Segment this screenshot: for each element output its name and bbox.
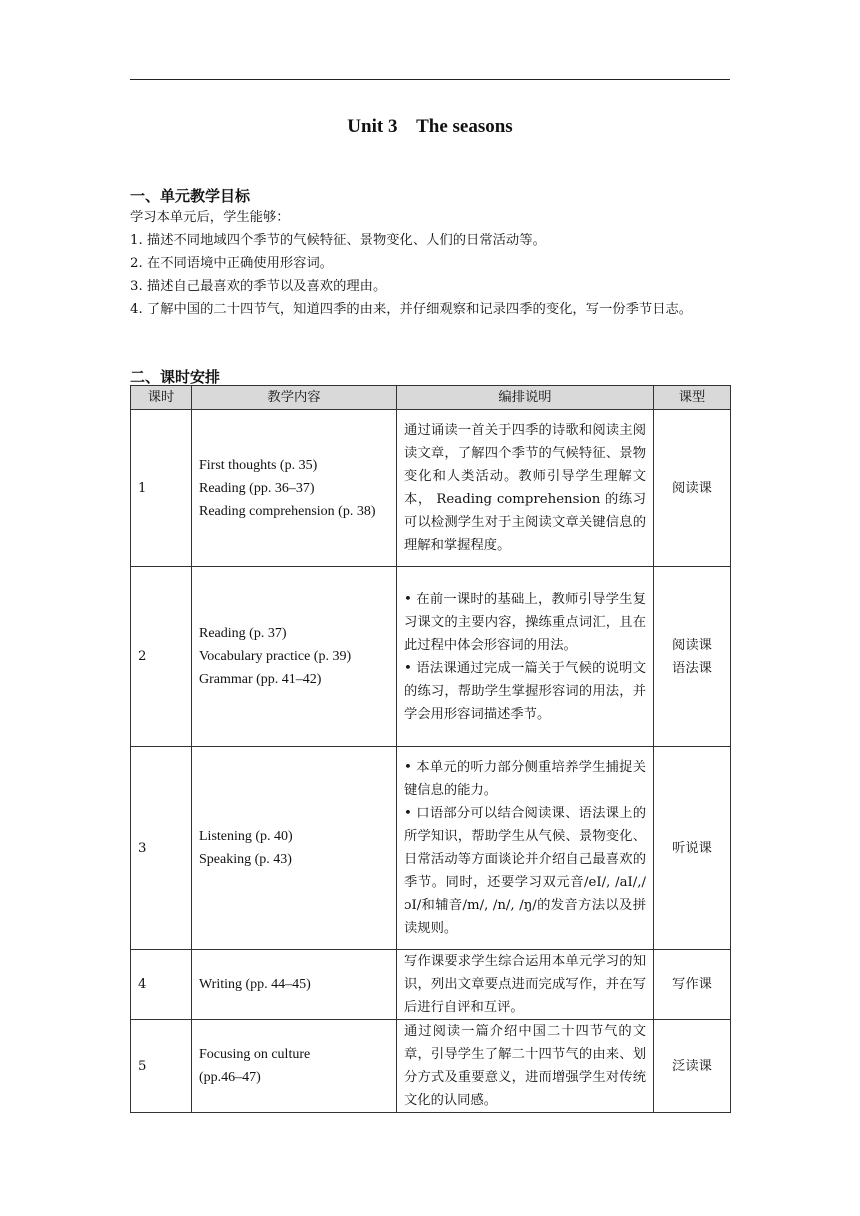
description-cell-line: 通过阅读一篇介绍中国二十四节气的文章，引导学生了解二十四节气的由来、划分方式及重要意义，进而增强学生对传统文化的认同感。	[404, 1024, 646, 1108]
lesson-type-cell-line: 阅读课	[672, 480, 712, 496]
content-cell-line: (pp.46–47)	[199, 1070, 261, 1085]
content-cell	[192, 1020, 397, 1113]
description-cell-line: • 语法课通过完成一篇关于气候的说明文的练习，帮助学生掌握形容词的用法，并学会用形容词描述季节。	[404, 660, 646, 722]
content-cell-line: Listening (p. 40)	[199, 829, 293, 844]
content-cell	[192, 567, 397, 747]
lesson-type-cell	[654, 567, 731, 747]
objectives-intro: 学习本单元后，学生能够：	[130, 210, 290, 225]
column-header: 编排说明	[397, 386, 654, 410]
content-cell-line: Reading (pp. 36–37)	[199, 480, 315, 496]
column-header: 课型	[654, 386, 731, 410]
content-cell	[192, 950, 397, 1020]
content-cell	[192, 410, 397, 567]
period-cell: 2	[131, 567, 192, 747]
content-cell-line: First thoughts (p. 35)	[199, 457, 318, 473]
content-cell	[192, 747, 397, 950]
table-row	[131, 747, 731, 950]
description-cell	[397, 950, 654, 1020]
content-cell-line: Grammar (pp. 41–42)	[199, 672, 322, 687]
lesson-type-cell-line: 语法课	[672, 660, 712, 676]
period-cell: 1	[131, 410, 192, 567]
period-cell: 4	[131, 950, 192, 1020]
description-cell-line: • 在前一课时的基础上，教师引导学生复习课文的主要内容，操练重点词汇，且在此过程中体会形容词的用法。	[404, 591, 646, 653]
period-cell: 5	[131, 1020, 192, 1113]
description-cell	[397, 567, 654, 747]
table-row	[131, 567, 731, 747]
page-title: Unit 3 The seasons	[347, 116, 513, 137]
description-cell	[397, 410, 654, 567]
description-cell	[397, 1020, 654, 1113]
table-header-row	[131, 386, 731, 410]
content-cell-line: Speaking (p. 43)	[199, 852, 292, 867]
column-header: 课时	[131, 386, 192, 410]
objective-item: 4. 了解中国的二十四节气，知道四季的由来，并仔细观察和记录四季的变化，写一份季节日志。	[130, 302, 693, 317]
objective-item: 2. 在不同语境中正确使用形容词。	[130, 256, 334, 271]
description-cell-line: 写作课要求学生综合运用本单元学习的知识，列出文章要点进而完成写作，并在写后进行自评和互评。	[404, 954, 646, 1015]
column-header: 教学内容	[192, 386, 397, 410]
lesson-type-cell-line: 写作课	[672, 977, 712, 992]
table-row	[131, 950, 731, 1020]
table-row	[131, 1020, 731, 1113]
objectives-body	[130, 206, 730, 321]
lesson-type-cell	[654, 410, 731, 567]
content-cell-line: Vocabulary practice (p. 39)	[199, 649, 352, 664]
lesson-type-cell	[654, 950, 731, 1020]
objectives-heading: 一、单元教学目标	[130, 187, 251, 205]
description-cell-line: • 本单元的听力部分侧重培养学生捕捉关键信息的能力。	[404, 760, 646, 798]
schedule-heading: 二、课时安排	[130, 368, 221, 386]
content-cell-line: Writing (pp. 44–45)	[199, 977, 311, 992]
objective-item: 3. 描述自己最喜欢的季节以及喜欢的理由。	[130, 279, 387, 294]
content-cell-line: Reading (p. 37)	[199, 626, 287, 641]
period-cell: 3	[131, 747, 192, 950]
header-rule	[130, 79, 730, 80]
description-cell	[397, 747, 654, 950]
table-row	[131, 410, 731, 567]
lesson-type-cell-line: 泛读课	[672, 1058, 712, 1074]
lesson-type-cell-line: 阅读课	[672, 637, 712, 653]
objective-item: 1. 描述不同地域四个季节的气候特征、景物变化、人们的日常活动等。	[130, 233, 546, 248]
schedule-table	[130, 385, 731, 1113]
content-cell-line: Focusing on culture	[199, 1047, 311, 1062]
description-cell-line: 通过诵读一首关于四季的诗歌和阅读主阅读文章，了解四个季节的气候特征、景物变化和人类活动。教师引导学生理解文本， Reading comprehension 的练习可以检测学生对于主阅读文章关键信息的理解和掌握程度。	[404, 423, 646, 553]
description-cell-line: • 口语部分可以结合阅读课、语法课上的所学知识，帮助学生从气候、景物变化、日常活动等方面谈论并介绍自己最喜欢的季节。同时，还要学习双元音/eI/, /aI/,/ɔI/和辅音/m/, /n/, /ŋ/的发音方法以及拼读规则。	[404, 806, 646, 936]
lesson-type-cell	[654, 1020, 731, 1113]
lesson-type-cell	[654, 747, 731, 950]
content-cell-line: Reading comprehension (p. 38)	[199, 503, 376, 519]
lesson-type-cell-line: 听说课	[672, 840, 712, 856]
